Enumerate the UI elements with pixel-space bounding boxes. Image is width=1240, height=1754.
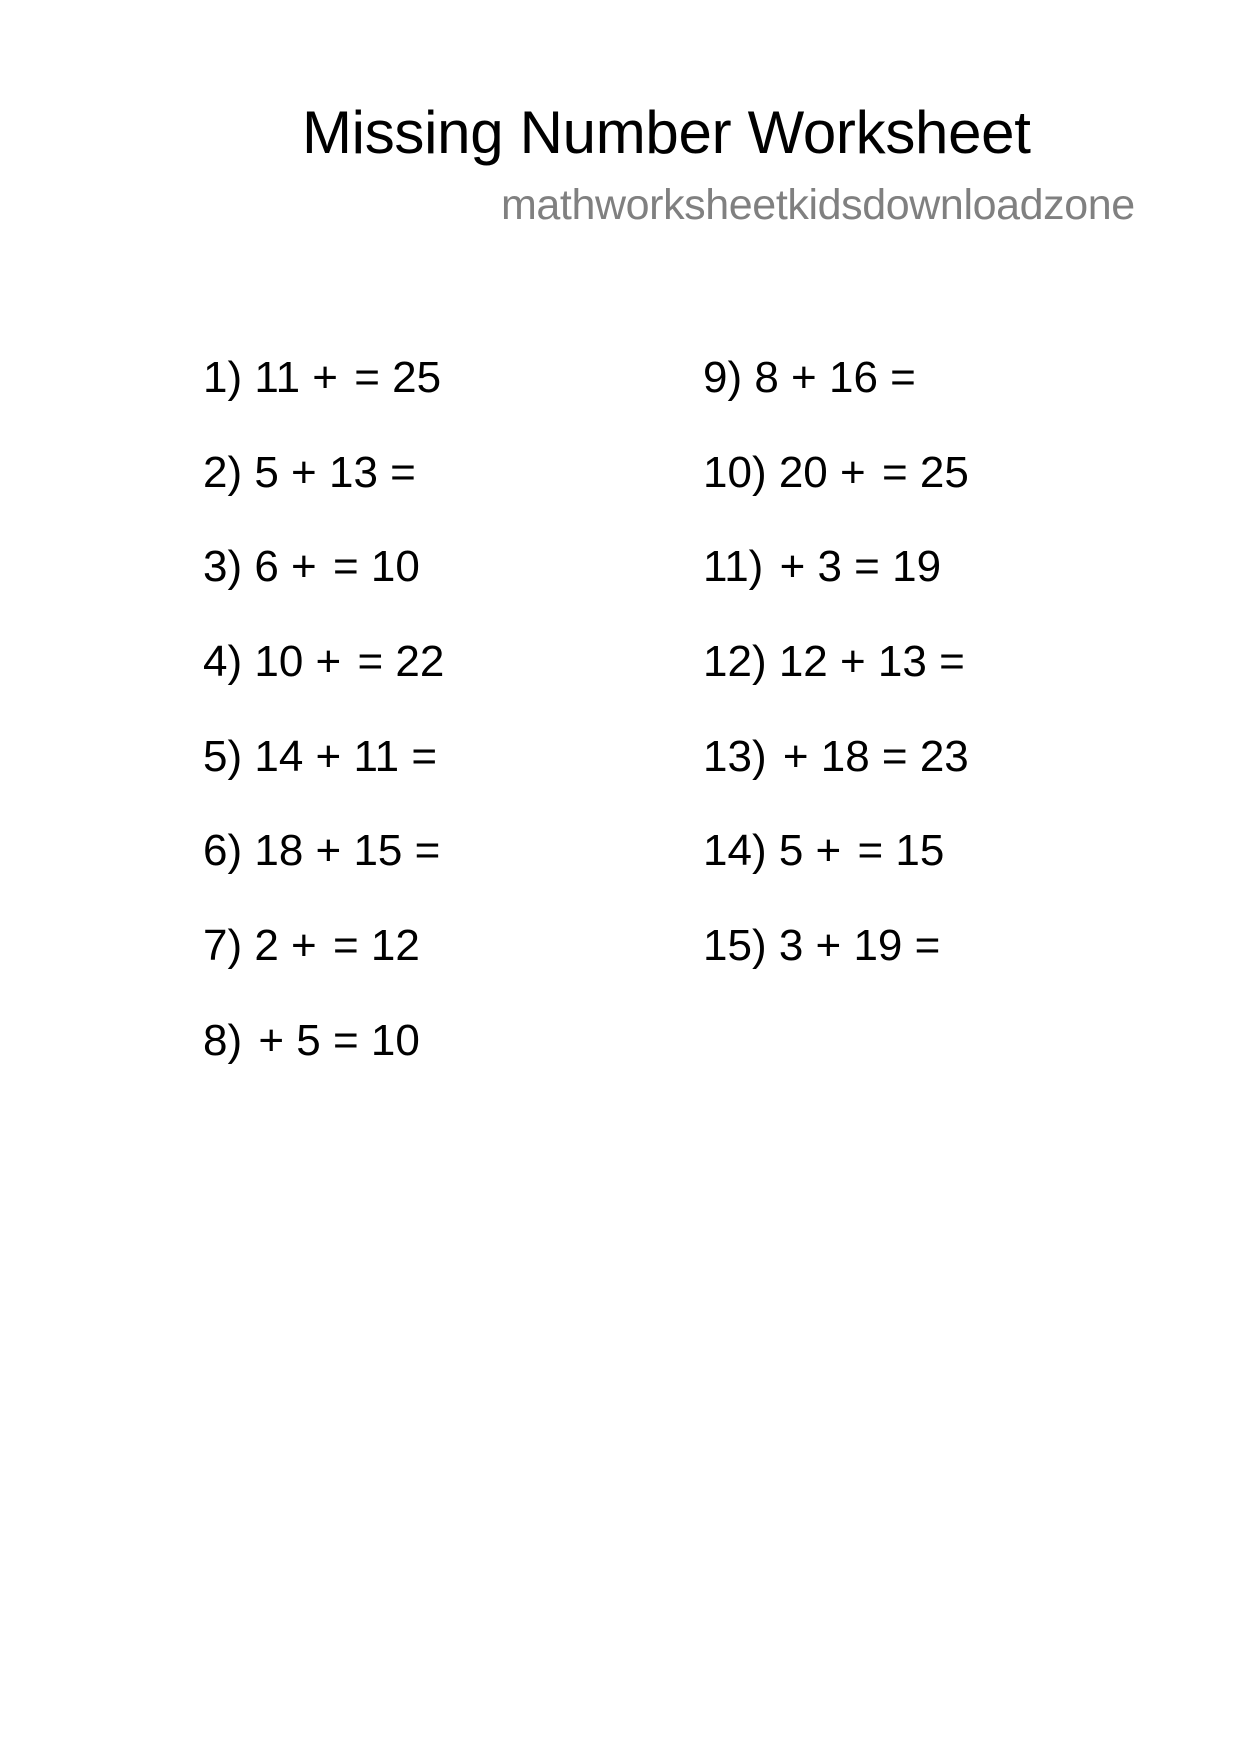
problem-text: = 25: [881, 447, 969, 497]
problem-text: 5 + 13 =: [254, 447, 416, 497]
problem-11: [703, 541, 969, 636]
problem-text: = 25: [354, 353, 442, 402]
problem-text: 8 + 16 =: [754, 353, 916, 402]
problem-text: = 22: [357, 637, 445, 687]
problem-text: 6 +: [254, 542, 317, 592]
problem-text: 20 +: [778, 447, 866, 497]
problem-number: 6): [203, 826, 243, 876]
problem-number: 15): [703, 921, 767, 971]
problem-number: 8): [203, 1015, 243, 1065]
problem-10: [703, 447, 969, 542]
problem-number: 5): [203, 731, 243, 781]
problem-text: + 5 = 10: [258, 1015, 420, 1065]
problem-8: [203, 1015, 444, 1110]
problem-2: [203, 447, 444, 542]
problem-text: 14 + 11 =: [254, 731, 438, 781]
problem-text: = 10: [332, 542, 420, 592]
problem-number: 10): [703, 447, 767, 497]
problem-text: 10 +: [254, 637, 342, 687]
problem-13: [703, 731, 969, 826]
problem-number: 4): [203, 637, 243, 687]
problem-number: 14): [703, 826, 767, 876]
problem-number: 11): [703, 542, 764, 592]
problem-number: 3): [203, 542, 243, 592]
problem-number: 12): [703, 637, 767, 687]
problem-15: [703, 920, 969, 1015]
problem-text: 2 +: [254, 921, 317, 971]
problem-3: [203, 541, 444, 636]
problem-text: 5 +: [778, 826, 842, 876]
problem-9: [703, 352, 969, 447]
problem-7: [203, 920, 444, 1015]
problems-right-column: [703, 352, 969, 1015]
problem-1: [203, 352, 444, 447]
problem-number: 1): [203, 353, 243, 402]
problem-number: 2): [203, 447, 243, 497]
problem-text: = 12: [332, 921, 420, 971]
problem-text: = 15: [857, 826, 945, 876]
problems-left-column: [203, 352, 444, 1110]
problem-12: [703, 636, 969, 731]
problem-number: 13): [703, 731, 767, 781]
problem-14: [703, 825, 969, 920]
worksheet-subtitle: mathworksheetkidsdownloadzone: [501, 181, 1135, 229]
problem-text: 11 +: [254, 353, 338, 402]
problem-number: 7): [203, 921, 243, 971]
problem-text: + 18 = 23: [782, 731, 969, 781]
problem-6: [203, 825, 444, 920]
problem-text: 3 + 19 =: [778, 921, 941, 971]
problem-number: 9): [703, 353, 743, 402]
problem-text: 12 + 13 =: [778, 637, 965, 687]
worksheet-title: Missing Number Worksheet: [302, 99, 1031, 166]
problem-text: + 3 = 19: [779, 542, 942, 592]
problem-5: [203, 731, 444, 826]
problem-4: [203, 636, 444, 731]
problem-text: 18 + 15 =: [254, 826, 441, 876]
